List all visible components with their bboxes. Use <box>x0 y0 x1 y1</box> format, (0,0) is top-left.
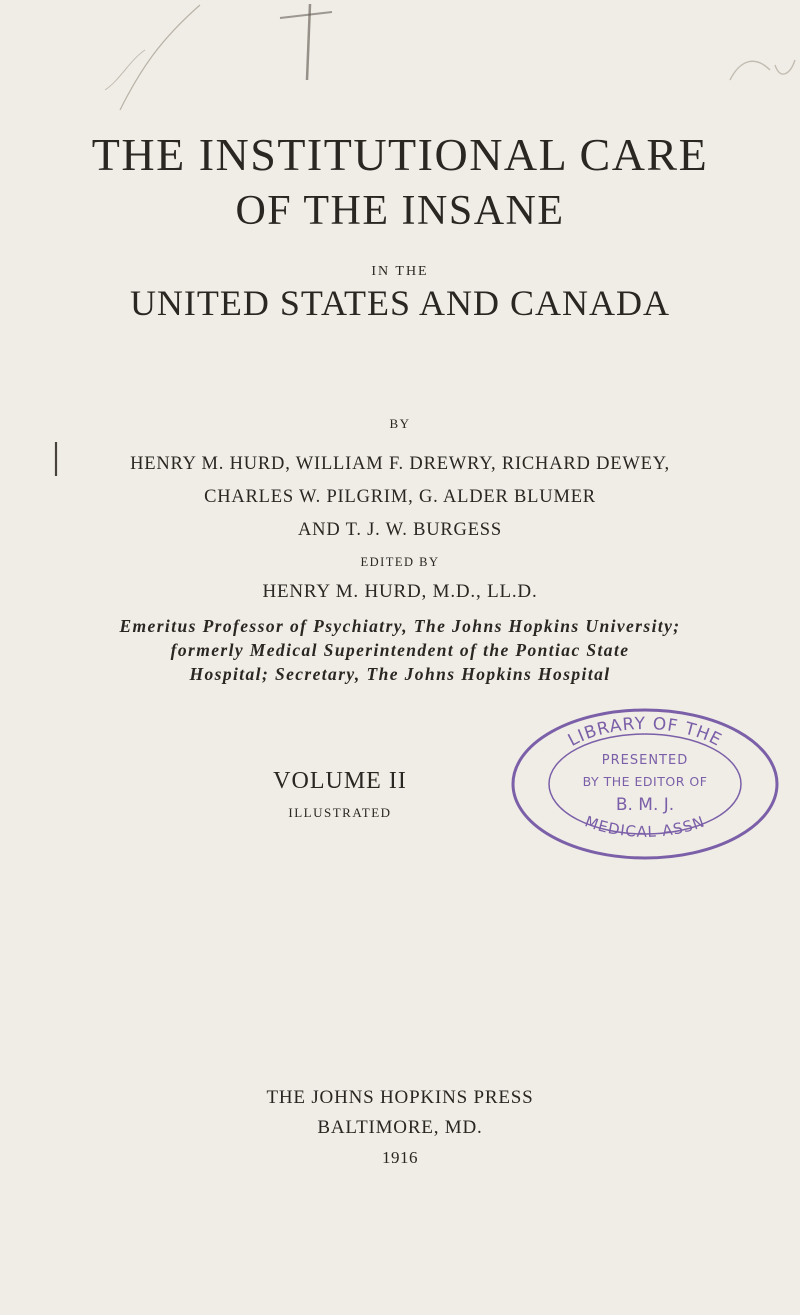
publication-year: 1916 <box>382 1148 418 1167</box>
by-label: BY <box>389 416 411 431</box>
imprint <box>0 1083 800 1143</box>
credential-line: Emeritus Professor of Psychiatry, The Johns Hopkins University; <box>119 616 681 636</box>
editor-name: HENRY M. HURD, M.D., LL.D. <box>262 581 538 602</box>
title-line-2: OF THE INSANE <box>235 188 565 234</box>
corner-scribble-icon <box>720 40 800 110</box>
stamp-line-3: B. M. J. <box>615 795 675 815</box>
credential-line: Hospital; Secretary, The Johns Hopkins Hospital <box>189 664 611 684</box>
stamp-top-arc: LIBRARY OF THE <box>564 713 726 751</box>
stamp-line-2: BY THE EDITOR OF <box>582 774 708 789</box>
editor-credentials <box>0 614 800 686</box>
author-list <box>0 448 800 547</box>
author-line: HENRY M. HURD, WILLIAM F. DREWRY, RICHARD DEWEY, <box>130 454 670 474</box>
faint-scribble-icon <box>100 0 220 120</box>
illustrated-label: ILLUSTRATED <box>288 805 392 820</box>
stamp-bottom-arc: MEDICAL ASSN <box>582 812 708 841</box>
volume-label: VOLUME II <box>273 768 407 794</box>
edited-by-label: EDITED BY <box>360 555 440 569</box>
title-line-3: UNITED STATES AND CANADA <box>129 283 671 323</box>
title-connector: IN THE <box>371 264 429 279</box>
author-line: CHARLES W. PILGRIM, G. ALDER BLUMER <box>204 487 596 507</box>
author-line: AND T. J. W. BURGESS <box>298 520 502 540</box>
publisher-city: BALTIMORE, MD. <box>317 1117 483 1138</box>
publisher: THE JOHNS HOPKINS PRESS <box>266 1087 534 1108</box>
pencil-mark-icon <box>270 0 340 85</box>
title-line-1: THE INSTITUTIONAL CARE <box>91 129 709 180</box>
credential-line: formerly Medical Superintendent of the Pontiac State <box>170 640 630 660</box>
stamp-line-1: PRESENTED <box>601 753 689 768</box>
library-stamp <box>505 704 785 864</box>
